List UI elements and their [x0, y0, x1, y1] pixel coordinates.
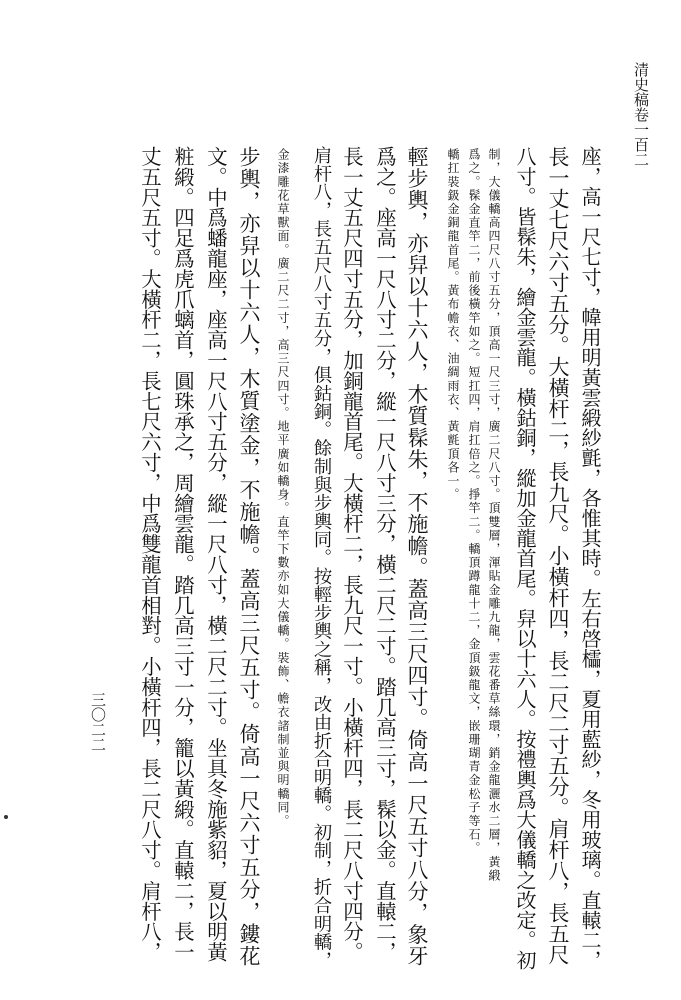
scan-speck	[4, 815, 8, 819]
text-column: 肩杆八，長五尺八寸五分，俱鈷銅。餘制與步輿同。按輕步輿之稱，改由折合明轎。初制，折合明轎，	[311, 146, 332, 970]
text-column: 爲之。座高一尺八寸二分，縱一尺八寸三分，橫二尺二寸。踏几高三寸，髹以金。直轅二，	[373, 146, 397, 962]
page-number: 三〇二二	[89, 692, 107, 752]
text-column: 丈五尺五寸。大橫杆二，長七尺六寸，中爲雙龍首相對。小橫杆四，長二尺八寸。肩杆八，	[138, 146, 162, 962]
text-column: 八寸。皆髹朱，繪金雲龍。橫鈷銅，縱加金龍首尾。舁以十六人。按禮輿爲大儀轎之改定。初	[513, 146, 537, 971]
note-column: 金漆雕花草獸面。廣二尺二寸，高三尺四寸。地平廣如轎身。直竿下數亦如大儀轎。裝飾、幨衣諸制並與明轎同。	[276, 148, 290, 828]
text-column: 座，高一尺七寸，幃用明黃雲緞紗氈，各惟其時。左右啓櫺，夏用藍紗，冬用玻璃。直轅二，	[578, 146, 602, 971]
text-column: 粧緞。四足爲虎爪螭首，圓珠承之，周繪雲龍。踏几高三寸一分，籠以黃緞。直轅二，長一	[171, 146, 195, 962]
text-column: 步輿，亦舁以十六人，木質塗金，不施幨。蓋高三尺五寸。倚高一尺六寸五分，鏤花	[237, 146, 261, 968]
text-column: 輕步輿，亦舁以十六人，木質髹朱，不施幨。蓋高三尺四寸。倚高一尺五寸八分，象牙	[405, 146, 429, 967]
text-column: 文。中爲蟠龍座，座高一尺八寸五分，縱一尺八寸，橫二尺二寸。坐具冬施紫貂，夏以明黃	[204, 146, 228, 962]
note-column: 制，大儀轎高四尺八寸五分，頂高一尺三寸，廣二尺八寸。頂雙層，渾貼金雕九龍，雲花番草絲環，銷金龍灑水二層，黃緞	[487, 148, 501, 883]
book-title: 清史稿卷一百二	[632, 62, 650, 167]
text-column: 長一丈七尺六寸五分。大橫杆二，長九尺。小橫杆四，長二尺二寸五分。肩杆八，長五尺	[546, 146, 570, 965]
note-column: 轎扛裝鈒金銅龍首尾。黃布幨衣、油綢雨衣、黃氈頂各一。	[446, 148, 460, 502]
text-column: 長一丈五尺四寸五分，加銅龍首尾。大橫杆二，長九尺一寸。小橫杆四，長二尺八寸四分。	[340, 146, 364, 962]
note-column: 爲之。髹金直竿二，前後橫竿如之。短扛四，肩扛倍之。掙竿二。轎頂蹲龍十二，金頂鈒龍文，嵌珊瑚青金松子等石。	[467, 148, 481, 856]
